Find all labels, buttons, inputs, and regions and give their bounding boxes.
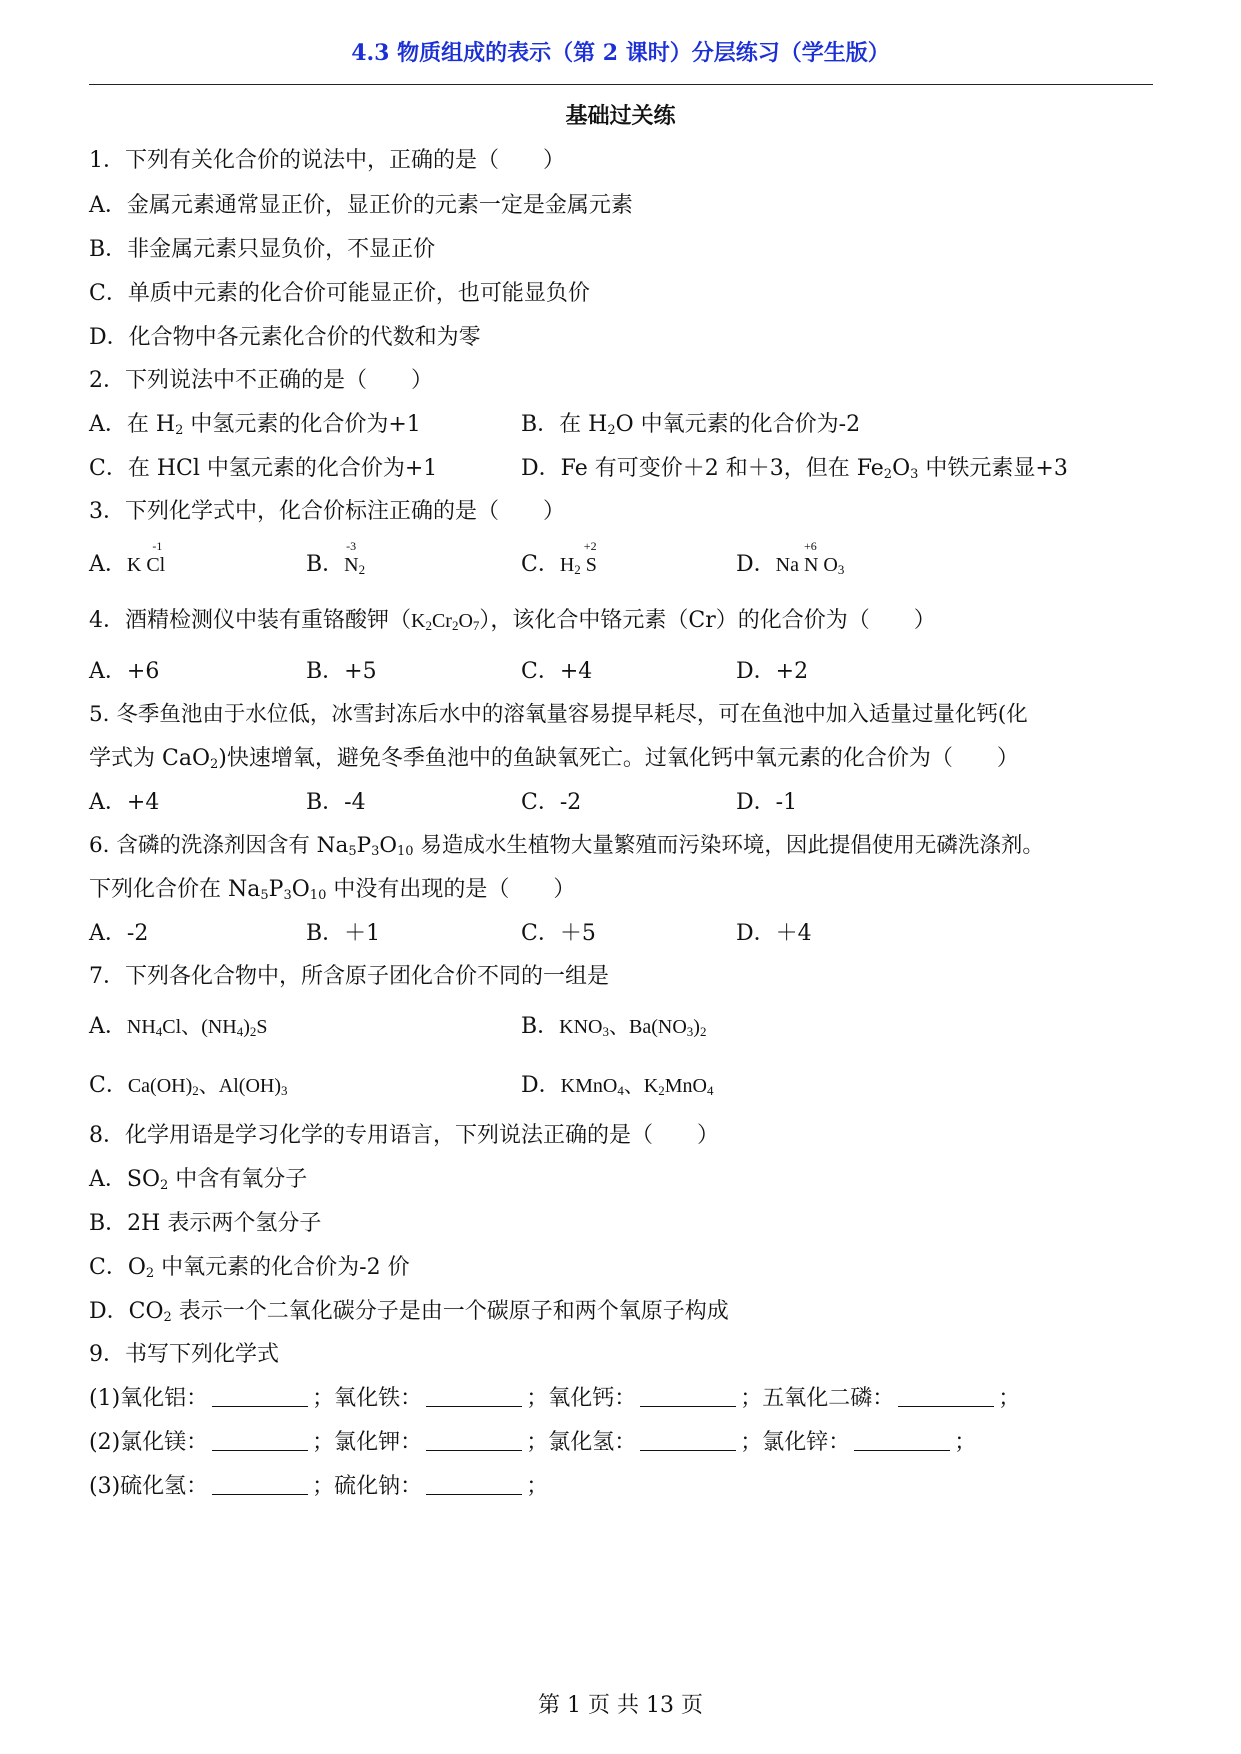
q5-line-2: 学式为 CaO$_2$)快速增氧，避免冬季鱼池中的鱼缺氧死亡。过氧化钙中氧元素的化合价为（ ）	[89, 746, 1019, 772]
q9-row-1: (1)氧化铝： ；氧化铁： ；氧化钙： ；五氧化二磷： ；	[89, 1386, 1021, 1411]
q6-option-b: B．＋1	[306, 921, 381, 946]
q7-stem: 7．下列各化合物中，所含原子团化合价不同的一组是	[89, 964, 609, 989]
q9-row-3: (3)硫化氢： ；硫化钠： ；	[89, 1474, 549, 1499]
q8-option-a: A．$SO_2$ 中含有氧分子	[89, 1167, 308, 1193]
q6-line-2: 下列化合价在 $Na_5P_3O_{10}$ 中没有出现的是（ ）	[89, 877, 576, 903]
q6-option-c: C．＋5	[521, 921, 596, 946]
answer-blank[interactable]	[212, 1430, 308, 1451]
q3-option-b: B． -3 $N_2$	[306, 539, 366, 577]
q4-option-a: A．+6	[89, 659, 160, 684]
q2-option-b: B．在 $H_2O$ 中氧元素的化合价为-2	[521, 412, 861, 438]
page-footer: 第 1 页 共 13 页	[538, 1693, 703, 1718]
q8-option-c: C．$O_2$ 中氧元素的化合价为-2 价	[89, 1255, 410, 1281]
q2-option-c: C．在 HCl 中氢元素的化合价为+1	[89, 456, 438, 481]
answer-blank[interactable]	[212, 1386, 308, 1407]
q5-option-c: C．-2	[521, 790, 582, 815]
q6-option-d: D．＋4	[736, 921, 812, 946]
q3-stem: 3．下列化学式中，化合价标注正确的是（ ）	[89, 499, 565, 524]
q2-stem: 2．下列说法中不正确的是（ ）	[89, 368, 433, 393]
q4-option-b: B．+5	[306, 659, 377, 684]
q1-stem: 1．下列有关化合价的说法中，正确的是（ ）	[89, 148, 565, 173]
q2-option-a: A．在 $H_2$ 中氢元素的化合价为+1	[89, 412, 421, 438]
q1-option-c: C．单质中元素的化合价可能显正价，也可能显负价	[89, 281, 590, 306]
answer-blank[interactable]	[426, 1386, 522, 1407]
answer-blank[interactable]	[426, 1430, 522, 1451]
q5-line-1: 5. 冬季鱼池由于水位低，冰雪封冻后水中的溶氧量容易提早耗尽，可在鱼池中加入适量过量化钙(化	[89, 702, 1028, 727]
q4-option-d: D．+2	[736, 659, 809, 684]
answer-blank[interactable]	[212, 1474, 308, 1495]
answer-blank[interactable]	[854, 1430, 950, 1451]
answer-blank[interactable]	[898, 1386, 994, 1407]
q3-option-a: A．K -1 Cl	[89, 539, 166, 577]
q7-option-d: D．KMnO$_4$、$K_2MnO_4$	[521, 1073, 714, 1098]
q7-option-b: B．$KNO_3$、$Ba(NO_3)_2$	[521, 1014, 707, 1039]
q6-option-a: A．-2	[89, 921, 149, 946]
q4-option-c: C．+4	[521, 659, 593, 684]
q5-option-d: D．-1	[736, 790, 798, 815]
q7-option-c: C．$Ca(OH)_2$、$Al(OH)_3$	[89, 1073, 288, 1098]
q5-option-b: B．-4	[306, 790, 366, 815]
q9-stem: 9．书写下列化学式	[89, 1342, 279, 1367]
q8-option-d: D．$CO_2$ 表示一个二氧化碳分子是由一个碳原子和两个氧原子构成	[89, 1299, 729, 1325]
q9-row-2: (2)氯化镁： ；氯化钾： ；氯化氢： ；氯化锌： ；	[89, 1430, 977, 1455]
answer-blank[interactable]	[640, 1386, 736, 1407]
document-title: 4.3 物质组成的表示（第 2 课时）分层练习（学生版）	[351, 40, 890, 66]
section-title: 基础过关练	[565, 103, 676, 129]
answer-blank[interactable]	[426, 1474, 522, 1495]
answer-blank[interactable]	[640, 1430, 736, 1451]
q5-option-a: A．+4	[89, 790, 160, 815]
q4-stem: 4．酒精检测仪中装有重铬酸钾$(K_2Cr_2O_7)$，该化合中铬元素（Cr）的化合价为（ ）	[89, 608, 936, 633]
q1-option-d: D．化合物中各元素化合价的代数和为零	[89, 325, 481, 350]
q6-line-1: 6. 含磷的洗涤剂因含有 $Na_5P_3O_{10}$ 易造成水生植物大量繁殖而污染环境，因此提倡使用无磷洗涤剂。	[89, 833, 1044, 859]
q3-option-d: D．Na +6 N $O_3$	[736, 539, 845, 577]
q7-option-a: A．$NH_4Cl$、$(NH_4)_2S$	[89, 1014, 268, 1039]
q3-option-c: C．$H_2$ +2 S	[521, 539, 597, 577]
q8-stem: 8．化学用语是学习化学的专用语言，下列说法正确的是（ ）	[89, 1123, 719, 1148]
q1-option-b: B．非金属元素只显负价，不显正价	[89, 237, 436, 262]
q1-option-a: A．金属元素通常显正价，显正价的元素一定是金属元素	[89, 193, 633, 218]
header-rule	[89, 84, 1153, 85]
q8-option-b: B．2H 表示两个氢分子	[89, 1211, 322, 1236]
q2-option-d: D．Fe 有可变价＋2 和＋3，但在 $Fe_2O_3$ 中铁元素显+3	[521, 456, 1068, 482]
